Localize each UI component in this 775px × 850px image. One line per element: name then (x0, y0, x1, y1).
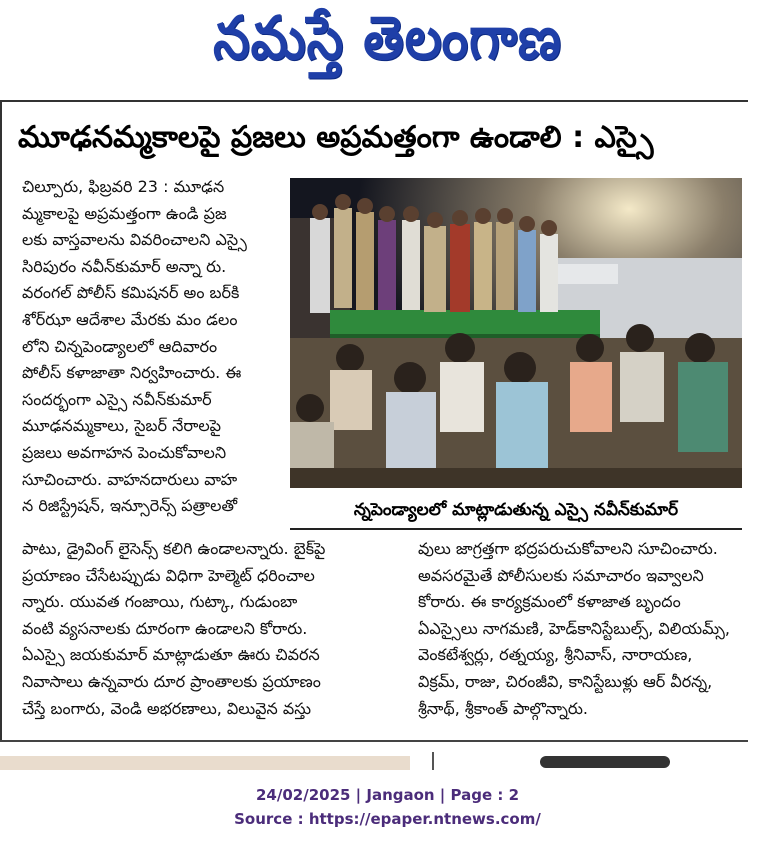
newspaper-logo: నమస్తే తెలంగాణ (213, 4, 562, 74)
article-text-line: శ్రీనాథ్, శ్రీకాంత్ పాల్గొన్నారు. (418, 698, 588, 718)
article-text-line: ప్రయాణం చేసేటప్పుడు విధిగా హెల్మెట్ ధరించాల (22, 565, 315, 585)
article-text-line: లోని చిన్నపెండ్యాలలో ఆదివారం (22, 336, 218, 356)
article-text-line: మూఢనమ్మకాలు, సైబర్ నేరాలపై (22, 416, 222, 436)
event-photo-illustration (290, 178, 742, 488)
column-divider (432, 752, 434, 770)
article-text-line: శోర్‌ఝా ఆదేశాల మేరకు మం డలం (22, 309, 238, 329)
article-text-line: వంటి వ్యసనాలకు దూరంగా ఉండాలని కోరారు. (22, 618, 308, 638)
article-text-line: విక్రమ్, రాజు, చిరంజీవి, కానిస్టేబుళ్లు ఆర్ వీరన్న, (418, 671, 713, 691)
article-text-line: సిరిపురం నవీన్‌కుమార్ అన్నా రు. (22, 256, 227, 276)
article-text-line: మ్మకాలపై అప్రమత్తంగా ఉండి ప్రజ (22, 203, 227, 223)
article-text-line: పోలీస్ కళాజాతా నిర్వహించారు. ఈ (22, 363, 242, 383)
article-text-line: ఏఎస్సై జయకుమార్ మాట్లాడుతూ ఊరు చివరన (22, 645, 320, 665)
article-text-line: వరంగల్ పోలీస్ కమిషనర్ అం బర్‌కి (22, 283, 240, 303)
article-text-line: సందర్భంగా ఎస్సై నవీన్‌కుమార్ (22, 389, 212, 409)
masthead (0, 0, 775, 92)
source-link[interactable]: Source : https://epaper.ntnews.com/ (234, 810, 541, 828)
article-column-2 (22, 536, 396, 726)
article-text-line: నివాసాలు ఉన్నవారు దూర ప్రాంతాలకు ప్రయాణం (22, 671, 321, 691)
next-article-image-edge (0, 756, 410, 770)
article-text-line: అవసరమైతే పోలీసులకు సమాచారం ఇవ్వాలని (418, 565, 704, 585)
article-text-line: చిల్పూరు, ఫిబ్రవరి 23 : మూఢన (22, 177, 225, 196)
article-text-line: న రిజిస్ట్రేషన్, ఇన్సూరెన్స్ పత్రాలతో (22, 496, 238, 516)
article-photo (290, 178, 742, 488)
article-text-line: వులు జాగ్రత్తగా భద్రపరుచుకోవాలని సూచించారు. (418, 539, 718, 558)
photo-caption: న్నపెండ్యాలలో మాట్లాడుతున్న ఎస్సై నవీన్‌కుమార్ (290, 492, 742, 530)
article-headline: మూఢనమ్మకాలపై ప్రజలు అప్రమత్తంగా ఉండాలి : ఎస్సై (18, 120, 654, 155)
next-article-headline-edge (540, 756, 670, 768)
edition-info: 24/02/2025 | Jangaon | Page : 2 (255, 786, 520, 804)
article-text-line: కోరారు. ఈ కార్యక్రమంలో కళాజాత బృందం (418, 592, 681, 612)
article-column-1 (22, 174, 280, 548)
article-text-line: లకు వాస్తవాలను వివరించాలని ఎస్సై (22, 230, 247, 250)
article-text-line: వెంకటేశ్వర్లు, రత్నయ్య, శ్రీనివాస్, నారాయణ, (418, 645, 693, 665)
article-text-line: పాటు, డ్రైవింగ్ లైసెన్స్ కలిగి ఉండాలన్నారు. బైక్‌పై (22, 539, 326, 558)
article-text-line: న్నారు. యువత గంజాయి, గుట్కా, గుడుంబా (22, 592, 298, 612)
article-text-line: ప్రజలు అవగాహన పెంచుకోవాలని (22, 442, 227, 462)
article-text-line: చేస్తే బంగారు, వెండి అభరణాలు, విలువైన వస్తు (22, 698, 312, 718)
article-text-line: సూచించారు. వాహనదారులు వాహ (22, 469, 238, 489)
article-column-3 (418, 536, 744, 726)
article-top-rule (0, 100, 748, 102)
article-left-rule (0, 100, 2, 740)
page-bottom-rule (0, 740, 748, 742)
article-text-line: ఏఎస్సైలు నాగమణి, హెడ్‌కానిస్టేబుల్స్, విలియమ్స్, (418, 618, 730, 638)
